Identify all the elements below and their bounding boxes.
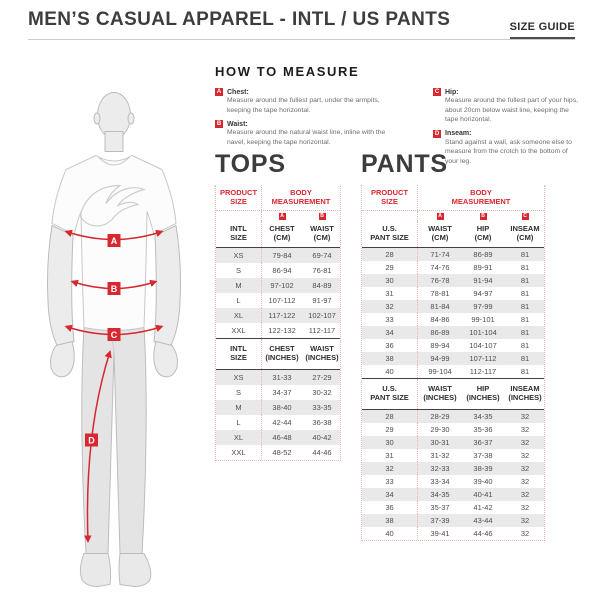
table-row	[362, 514, 544, 527]
size-cell: 30	[362, 274, 418, 287]
waist-cell: 44-46	[312, 447, 332, 457]
waist-cell: 69-74	[312, 250, 332, 260]
hip-cell: 97-99	[473, 301, 493, 311]
tops-title: TOPS	[215, 150, 286, 178]
size-cell: XL	[216, 308, 262, 323]
tops-cm-chest-header: CHEST (CM)	[269, 224, 295, 243]
measure-text: Measure around the natural waist line, inline with the navel, keeping the tape horizontal.	[227, 129, 386, 146]
waist-cell: 84-89	[312, 280, 332, 290]
measurement-figure	[22, 82, 212, 600]
inseam-cell: 32	[520, 489, 530, 499]
right-shoe	[119, 554, 151, 587]
waist-cell: 99-104	[428, 366, 452, 376]
waist-cell: 31-32	[430, 450, 450, 460]
chest-cell: 107-112	[268, 295, 296, 305]
header-divider	[28, 39, 575, 40]
inseam-cell: 32	[520, 476, 530, 486]
waist-cell: 102-107	[308, 310, 336, 320]
pants-cm-waist-header: WAIST (CM)	[428, 224, 452, 243]
measure-letter-badge: D	[434, 130, 440, 137]
pants-table	[361, 185, 545, 541]
chest-cell: 48-52	[272, 447, 292, 457]
table-row	[362, 274, 544, 287]
table-row	[362, 248, 544, 261]
measure-text: Measure around the fullest part of your hips, about 20cm below waist line, keeping the tape horizontal.	[445, 97, 578, 124]
hip-marker-letter: C	[110, 330, 118, 340]
size-cell: 33	[362, 313, 418, 326]
neck	[105, 132, 123, 152]
table-row	[362, 423, 544, 436]
size-guide-tab[interactable]: SIZE GUIDE	[510, 21, 575, 40]
table-row	[362, 300, 544, 313]
pants-inches-rows	[362, 410, 544, 540]
chest-cell: 122-132	[268, 325, 296, 335]
table-row	[216, 430, 340, 445]
pants-cm-inseam-header: INSEAM (CM)	[510, 224, 540, 243]
size-cell: 31	[362, 287, 418, 300]
table-row	[362, 313, 544, 326]
inseam-cell: 32	[520, 515, 530, 525]
table-row	[362, 287, 544, 300]
right-arm	[154, 226, 181, 348]
inseam-cell: 32	[520, 463, 530, 473]
chest-cell: 38-40	[272, 402, 292, 412]
tops-inches-rows	[216, 370, 340, 460]
waist-cell: 34-35	[430, 489, 450, 499]
waist-cell: 30-31	[430, 437, 450, 447]
chest-cell: 46-48	[272, 432, 292, 442]
left-arm	[48, 226, 75, 348]
waist-cell: 32-33	[430, 463, 450, 473]
size-cell: S	[216, 263, 262, 278]
hip-cell: 43-44	[473, 515, 493, 525]
hip-cell: 104-107	[469, 340, 497, 350]
tops-section	[215, 150, 341, 461]
table-row	[362, 352, 544, 365]
inseam-cell: 81	[520, 366, 530, 376]
waist-cell: 37-39	[430, 515, 450, 525]
pants-cm-rows	[362, 248, 544, 378]
tops-body-measurement-label: BODY MEASUREMENT	[271, 188, 331, 206]
waist-cell: 74-76	[430, 262, 450, 272]
tops-table	[215, 185, 341, 461]
measure-instruction	[215, 88, 419, 115]
table-row	[362, 261, 544, 274]
hip-cell: 89-91	[473, 262, 493, 272]
measure-instruction	[215, 120, 419, 147]
measure-label: Inseam:	[445, 130, 472, 138]
tops-product-size-label: PRODUCT SIZE	[216, 185, 262, 210]
table-row	[216, 278, 340, 293]
table-row	[216, 248, 340, 263]
chest-cell: 34-37	[272, 387, 292, 397]
size-cell: 33	[362, 475, 418, 488]
inseam-cell: 81	[520, 353, 530, 363]
hip-column-badge: B	[481, 212, 485, 219]
hip-cell: 36-37	[473, 437, 493, 447]
size-cell: 40	[362, 527, 418, 540]
table-row	[216, 308, 340, 323]
chest-cell: 117-122	[268, 310, 296, 320]
chest-cell: 42-44	[272, 417, 292, 427]
size-cell: 34	[362, 326, 418, 339]
size-cell: XS	[216, 370, 262, 385]
size-cell: 36	[362, 501, 418, 514]
right-hand	[154, 342, 178, 377]
male-figure-illustration	[22, 82, 212, 600]
table-row	[362, 462, 544, 475]
hip-cell: 40-41	[473, 489, 493, 499]
table-row	[362, 475, 544, 488]
table-row	[216, 263, 340, 278]
size-cell: 30	[362, 436, 418, 449]
chest-cell: 79-84	[272, 250, 292, 260]
table-row	[216, 370, 340, 385]
waist-column-badge: B	[320, 212, 324, 219]
waist-cell: 81-84	[430, 301, 450, 311]
hip-cell: 37-38	[473, 450, 493, 460]
hip-cell: 112-117	[469, 366, 497, 376]
table-row	[216, 385, 340, 400]
table-row	[362, 527, 544, 540]
inseam-cell: 32	[520, 528, 530, 538]
left-hand	[51, 342, 75, 377]
size-cell: 31	[362, 449, 418, 462]
hip-cell: 35-36	[473, 424, 493, 434]
table-row	[362, 339, 544, 352]
inseam-cell: 81	[520, 262, 530, 272]
chest-cell: 86-94	[272, 265, 292, 275]
table-row	[216, 400, 340, 415]
waist-cell: 76-78	[430, 275, 450, 285]
hip-cell: 38-39	[473, 463, 493, 473]
waist-cell: 30-32	[312, 387, 332, 397]
table-row	[362, 326, 544, 339]
size-cell: M	[216, 278, 262, 293]
size-cell: M	[216, 400, 262, 415]
measure-label: Chest:	[227, 88, 249, 96]
waist-cell: 33-34	[430, 476, 450, 486]
chest-marker-letter: A	[110, 236, 118, 246]
table-row	[362, 501, 544, 514]
inseam-marker-letter: D	[88, 435, 95, 446]
waist-cell: 112-117	[308, 325, 336, 335]
size-cell: S	[216, 385, 262, 400]
pants-product-size-label: PRODUCT SIZE	[362, 185, 418, 210]
inseam-cell: 81	[520, 301, 530, 311]
inseam-cell: 32	[520, 502, 530, 512]
chest-cell: 31-33	[272, 372, 292, 382]
waist-cell: 76-81	[312, 265, 332, 275]
pants-inches-inseam-header: INSEAM (INCHES)	[508, 383, 542, 403]
hip-cell: 91-94	[473, 275, 493, 285]
waist-cell: 28-29	[430, 411, 450, 421]
measure-letter-badge: A	[216, 89, 222, 95]
measure-label: Waist:	[227, 120, 248, 128]
waist-cell: 78-81	[430, 288, 450, 298]
hip-cell: 101-104	[469, 327, 497, 337]
table-row	[362, 488, 544, 501]
inseam-cell: 32	[520, 437, 530, 447]
waist-cell: 71-74	[430, 249, 450, 259]
hip-cell: 86-89	[473, 249, 493, 259]
pants-title: PANTS	[361, 150, 448, 178]
size-cell: 40	[362, 365, 418, 378]
tops-inches-size-header: INTL SIZE	[216, 339, 262, 369]
hip-cell: 94-97	[473, 288, 493, 298]
table-row	[216, 323, 340, 338]
tops-cm-waist-header: WAIST (CM)	[310, 224, 334, 243]
waist-marker-letter: B	[110, 284, 118, 294]
hip-cell: 34-35	[473, 411, 493, 421]
size-cell: XXL	[216, 323, 262, 338]
table-row	[362, 436, 544, 449]
measure-column-left	[215, 88, 419, 152]
inseam-cell: 32	[520, 424, 530, 434]
hip-cell: 107-112	[469, 353, 497, 363]
pants-inches-hip-header: HIP (INCHES)	[466, 383, 500, 403]
waist-cell: 91-97	[312, 295, 332, 305]
measure-text: Stand against a wall, ask someone else to measure from the crotch to the bottom of your leg.	[445, 138, 572, 165]
inseam-cell: 81	[520, 340, 530, 350]
inseam-cell: 81	[520, 288, 530, 298]
waist-cell: 35-37	[430, 502, 450, 512]
inseam-cell: 32	[520, 411, 530, 421]
inseam-cell: 32	[520, 450, 530, 460]
how-to-measure-heading: HOW TO MEASURE	[215, 64, 360, 79]
waist-cell: 39-41	[430, 528, 450, 538]
size-cell: L	[216, 293, 262, 308]
inseam-cell: 81	[520, 314, 530, 324]
size-cell: XXL	[216, 445, 262, 460]
size-cell: 29	[362, 423, 418, 436]
waist-cell: 27-29	[312, 372, 332, 382]
tops-cm-size-header: INTL SIZE	[216, 221, 262, 247]
pants-cm-size-header: U.S. PANT SIZE	[362, 221, 418, 247]
waist-cell: 36-38	[312, 417, 332, 427]
table-row	[362, 365, 544, 378]
size-cell: 28	[362, 248, 418, 261]
waist-cell: 89-94	[430, 340, 450, 350]
pants-body-measurement-label: BODY MEASUREMENT	[451, 188, 511, 206]
table-row	[362, 449, 544, 462]
waist-cell: 94-99	[430, 353, 450, 363]
table-row	[216, 293, 340, 308]
size-cell: 29	[362, 261, 418, 274]
hip-cell: 99-101	[471, 314, 495, 324]
waist-cell: 29-30	[430, 424, 450, 434]
inseam-cell: 81	[520, 275, 530, 285]
waist-column-badge: A	[438, 212, 442, 219]
page-title: MEN’S CASUAL APPAREL - INTL / US PANTS	[28, 9, 451, 30]
pants-cm-hip-header: HIP (CM)	[474, 224, 492, 243]
left-shoe	[80, 554, 110, 587]
size-cell: XL	[216, 430, 262, 445]
table-row	[362, 410, 544, 423]
tops-inches-waist-header: WAIST (INCHES)	[305, 343, 339, 363]
size-cell: XS	[216, 248, 262, 263]
table-row	[216, 415, 340, 430]
table-row	[216, 445, 340, 460]
inseam-cell: 81	[520, 327, 530, 337]
inseam-column-badge: C	[523, 212, 527, 219]
measure-instruction	[433, 88, 580, 125]
size-cell: 38	[362, 352, 418, 365]
measure-text: Measure around the fullest part, under the armpits, keeping the tape horizontal.	[227, 97, 380, 114]
hip-cell: 39-40	[473, 476, 493, 486]
pants-inches-size-header: U.S. PANT SIZE	[362, 379, 418, 409]
waist-cell: 86-89	[430, 327, 450, 337]
waist-cell: 84-86	[430, 314, 450, 324]
size-cell: 32	[362, 300, 418, 313]
size-cell: L	[216, 415, 262, 430]
measure-letter-badge: B	[216, 121, 222, 128]
pants-inches-waist-header: WAIST (INCHES)	[423, 383, 457, 403]
tops-inches-chest-header: CHEST (INCHES)	[265, 343, 299, 363]
size-cell: 32	[362, 462, 418, 475]
size-cell: 34	[362, 488, 418, 501]
inseam-cell: 81	[520, 249, 530, 259]
waist-cell: 40-42	[312, 432, 332, 442]
chest-column-badge: A	[280, 212, 284, 219]
chest-cell: 97-102	[270, 280, 294, 290]
hip-cell: 41-42	[473, 502, 493, 512]
measure-letter-badge: C	[434, 89, 440, 95]
size-cell: 36	[362, 339, 418, 352]
size-cell: 28	[362, 410, 418, 423]
tops-cm-rows	[216, 248, 340, 338]
hip-cell: 44-46	[473, 528, 493, 538]
pants-section	[361, 150, 545, 541]
waist-cell: 33-35	[312, 402, 332, 412]
size-cell: 38	[362, 514, 418, 527]
measure-label: Hip:	[445, 88, 459, 96]
pants-outline	[80, 328, 150, 587]
